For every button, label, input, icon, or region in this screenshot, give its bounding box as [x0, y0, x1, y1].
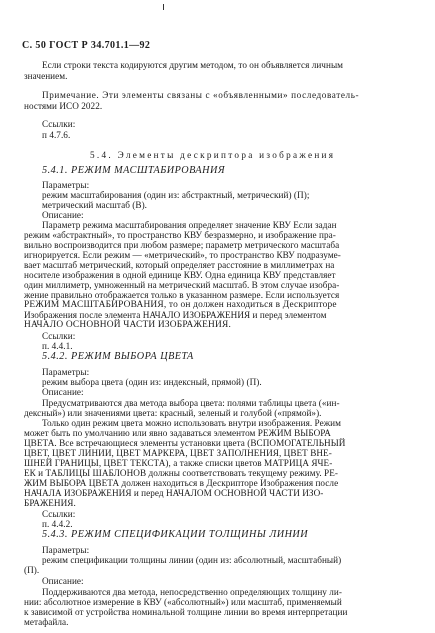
desc-line: ЦВЕТ, ЦВЕТ ЛИНИИ, ЦВЕТ МАРКЕРА, ЦВЕТ ЗАПОЛНЕНИЯ, ЦВЕТ ВНЕ-: [24, 448, 332, 458]
desc-line: ШНЕЙ ГРАНИЦЫ, ЦВЕТ ТЕКСТА), а также списки цветов МАТРИЦА ЯЧЕ-: [24, 458, 333, 468]
params-label: Параметры:: [42, 545, 90, 555]
refs-label: Ссылки:: [42, 119, 76, 129]
desc-line: один миллиметр, умноженный на метрический масштаб. В этом случае изобра-: [24, 280, 340, 290]
param-line: режим спецификации толщины линии (один из: абсолютный, масштабный): [42, 555, 342, 565]
desc-line: к зависимой от устройства номинальной толщине линии во время интерпретации: [24, 607, 348, 617]
subsection-heading: 5.4.2. РЕЖИМ ВЫБОРА ЦВЕТА: [42, 351, 194, 362]
intro-line: Если строки текста кодируются другим методом, то он объявляется личным: [42, 60, 344, 70]
desc-line: ЕК и ТАБЛИЦЫ ШАБЛОНОВ должны соответствовать текущему режиму. РЕ-: [24, 468, 338, 478]
refs-value: п 4.7.6.: [42, 130, 71, 140]
refs-value: п. 4.4.1.: [42, 341, 73, 351]
desc-line: вильно воспроизводится при любом размере; параметр метрического масштаба: [24, 240, 340, 250]
desc-line: нии: абсолютное измерение в КВУ («абсолютный») или масштаб, применяемый: [24, 597, 342, 607]
section-title: 5.4. Элементы дескриптора изображения: [90, 150, 336, 160]
desc-line: носителе изображения в одной единице КВУ. Одна единица КВУ представляет: [24, 270, 336, 280]
desc-line: дексный») или значениями цвета: красный, зеленый и голубой («прямой»).: [24, 408, 322, 418]
page-header: С. 50 ГОСТ Р 34.701.1—92: [22, 40, 151, 51]
scan-mark: [163, 4, 164, 10]
desc-line: Предусматриваются два метода выбора цвета: полями таблицы цвета («ин-: [42, 398, 340, 408]
param-line: метрический масштаб (В).: [42, 200, 148, 210]
desc-line: НАЧАЛО ОСНОВНОЙ ЧАСТИ ИЗОБРАЖЕНИЯ.: [24, 320, 231, 330]
param-line: режим масштабирования (один из: абстрактный, метрический) (П);: [42, 190, 310, 200]
desc-line: режим «абстрактный», то пространство КВУ безразмерно, и изображение пра-: [24, 230, 336, 240]
desc-line: НАЧАЛА ИЗОБРАЖЕНИЯ и перед НАЧАЛОМ ОСНОВНОЙ ЧАСТИ ИЗО-: [24, 488, 324, 498]
desc-line: ЖИМ ВЫБОРА ЦВЕТА должен находиться в Дескрипторе Изображения после: [24, 478, 339, 488]
subsection-heading: 5.4.1. РЕЖИМ МАСШТАБИРОВАНИЯ: [42, 165, 226, 176]
desc-line: Параметр режима масштабирования определяет значение КВУ Если задан: [42, 220, 337, 230]
desc-label: Описание:: [42, 576, 84, 586]
refs-value: п. 4.4.2.: [42, 519, 73, 529]
param-line: режим выбора цвета (один из: индексный, прямой) (П).: [42, 377, 262, 387]
intro-line: значением.: [24, 71, 68, 81]
desc-line: БРАЖЕНИЯ.: [24, 498, 76, 508]
desc-line: РЕЖИМ МАСШТАБИРОВАНИЯ, то он должен находиться в Дескрипторе: [24, 300, 337, 310]
param-line: (П).: [24, 565, 40, 575]
desc-line: метафайла.: [24, 617, 69, 627]
params-label: Параметры:: [42, 180, 90, 190]
desc-line: вает масштаб метрический, который определяет расстояние в миллиметрах на: [24, 260, 335, 270]
desc-line: может быть по умолчанию или явно задаваться элементом РЕЖИМ ВЫБОРА: [24, 428, 331, 438]
desc-line: Изображения после элемента НАЧАЛО ИЗОБРАЖЕНИЯ и перед элементом: [24, 310, 327, 320]
desc-line: игнорируется. Если режим — «метрический», то пространство КВУ подразуме-: [24, 250, 341, 260]
params-label: Параметры:: [42, 367, 90, 377]
desc-line: Поддерживаются два метода, непосредственно определяющих толщину ли-: [42, 587, 342, 597]
refs-label: Ссылки:: [42, 331, 76, 341]
note-line: Примечание. Эти элементы связаны с «объявленными» последователь-: [42, 90, 360, 100]
refs-label: Ссылки:: [42, 509, 76, 519]
desc-line: Только один режим цвета можно использовать внутри изображения. Режим: [42, 418, 341, 428]
desc-label: Описание:: [42, 210, 84, 220]
note-line: ностями ИСО 2022.: [24, 101, 103, 111]
desc-label: Описание:: [42, 387, 84, 397]
desc-line: ЦВЕТА. Все встречающиеся элементы установки цвета (ВСПОМОГАТЕЛЬНЫЙ: [24, 438, 346, 448]
desc-line: жение правильно отображается только в указанном размере. Если используется: [24, 290, 340, 300]
subsection-heading: 5.4.3. РЕЖИМ СПЕЦИФИКАЦИИ ТОЛЩИНЫ ЛИНИИ: [42, 529, 309, 540]
